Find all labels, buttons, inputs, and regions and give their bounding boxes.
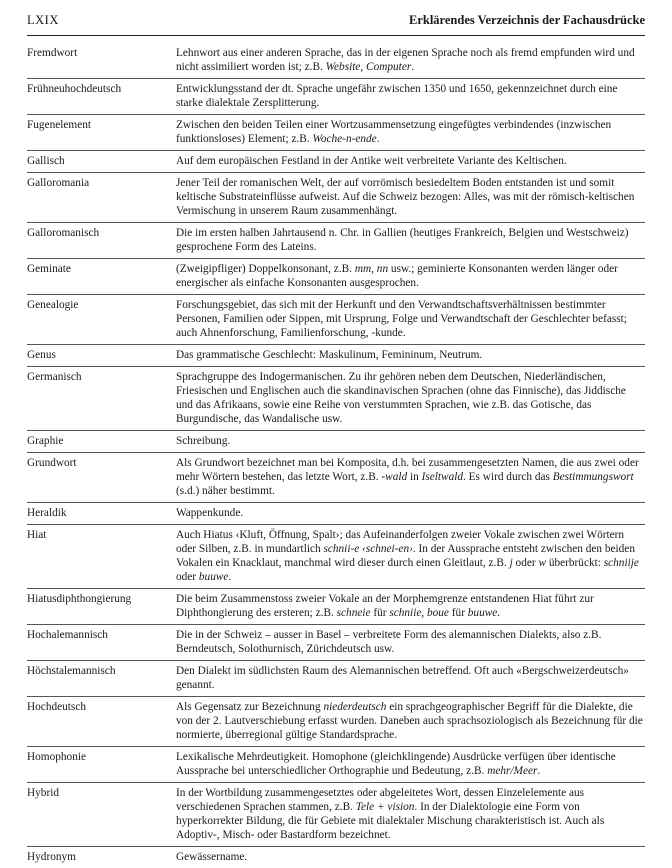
- definition-example: mehr/Meer: [487, 765, 538, 777]
- glossary-term: Frühneuhochdeutsch: [27, 83, 122, 95]
- glossary-entry: [27, 79, 645, 115]
- definition-example: niederdeutsch: [323, 701, 387, 713]
- glossary-entry: [27, 453, 645, 503]
- definition-text: .: [537, 765, 541, 777]
- definition-text: für: [448, 607, 468, 619]
- page-number: LXIX: [27, 13, 59, 27]
- glossary-term: Fugenelement: [27, 119, 91, 131]
- definition-example: Woche-n-ende: [312, 133, 377, 145]
- glossary-term: Hybrid: [27, 787, 60, 799]
- definition-text: In der Wortbildung zusammengesetztes oder abgeleitetes Wort, dessen Einzelelemente aus verschiedenen Sprachen stammen, z.B.: [176, 787, 585, 813]
- glossary-entry: [27, 259, 645, 295]
- definition-example: w: [538, 557, 546, 569]
- glossary-entry: [27, 115, 645, 151]
- glossary-entry: [27, 503, 645, 525]
- glossary-definition: [176, 226, 645, 254]
- glossary-definition: [176, 628, 645, 656]
- glossary-definition: [176, 370, 645, 426]
- glossary-entry: [27, 345, 645, 367]
- definition-text: (s.d.) näher bestimmt.: [176, 485, 275, 497]
- definition-text: Als Gegensatz zur Bezeichnung: [176, 701, 324, 713]
- definition-text: Lexikalische Mehrdeutigkeit. Homophone (gleichklingende) Ausdrücke verfügen über identische Aussprache bei unterschiedlicher Orthographie und Bedeutung, z.B.: [176, 751, 616, 777]
- definition-example: Website, Computer: [325, 61, 412, 73]
- glossary-term: Genealogie: [27, 299, 79, 311]
- definition-text: Entwicklungsstand der dt. Sprache ungefähr zwischen 1350 und 1650, gekennzeichnet durch eine starke dialektale Zersplitterung.: [176, 83, 618, 109]
- glossary-definition: [176, 750, 645, 778]
- glossary-term: Homophonie: [27, 751, 86, 763]
- definition-text: in: [407, 471, 422, 483]
- glossary-definition: [176, 298, 645, 340]
- glossary-term: Fremdwort: [27, 47, 78, 59]
- glossary-entry: [27, 847, 645, 868]
- definition-text: Die im ersten halben Jahrtausend n. Chr. in Gallien (heutiges Frankreich, Belgien und Westschweiz) gesprochene Form des Lateins.: [176, 227, 629, 253]
- glossary-entry: [27, 367, 645, 431]
- glossary-term: Heraldik: [27, 507, 67, 519]
- definition-example: Iseltwald: [421, 471, 463, 483]
- glossary-term: Hiatusdiphthongierung: [27, 593, 132, 605]
- definition-example: schnii-e ‹schnei-en›: [323, 543, 413, 555]
- glossary-definition: [176, 118, 645, 146]
- glossary-entry: [27, 697, 645, 747]
- definition-text: (Zweigipfliger) Doppelkonsonant, z.B.: [176, 263, 355, 275]
- glossary-entry: [27, 223, 645, 259]
- glossary-definition: [176, 176, 645, 218]
- glossary-definition: [176, 850, 645, 864]
- definition-example: schniije: [603, 557, 639, 569]
- definition-example: buuwe: [467, 607, 498, 619]
- glossary-definition: [176, 262, 645, 290]
- definition-text: .: [228, 571, 232, 583]
- definition-text: . In der Dialektologie eine Form von hyperkorrekter Bildung, die für Gebiete mit dialektaler Mischung charakteristisch ist. Auch als Adoptiv-, Misch- oder Bastardform bezeichnet.: [176, 801, 605, 841]
- definition-example: schniie, boue: [389, 607, 449, 619]
- glossary-entry: [27, 431, 645, 453]
- definition-example: Bestimmungswort: [552, 471, 634, 483]
- glossary-definition: [176, 700, 645, 742]
- definition-text: .: [376, 133, 380, 145]
- header-rule: [27, 35, 645, 36]
- glossary-term: Hydronym: [27, 851, 76, 863]
- definition-text: . In der Aussprache entsteht zwischen den beiden Vokalen ein Knacklaut, manchmal wird dieser durch einen Gleitlaut, z.B.: [176, 543, 635, 569]
- glossary-term: Höchstalemannisch: [27, 665, 116, 677]
- definition-text: .: [411, 61, 415, 73]
- glossary-term: Galloromania: [27, 177, 90, 189]
- page-header: [27, 8, 645, 28]
- glossary-definition: [176, 592, 645, 620]
- definition-example: buuwe: [198, 571, 229, 583]
- definition-text: Jener Teil der romanischen Welt, der auf vorrömisch besiedeltem Boden entstanden ist und somit keltische Substrateinflüsse aufweist. Auf die Schweiz bezogen: Alles, was mit der römisch-keltischen Vermischung in unserem Raum zusammenhängt.: [176, 177, 635, 217]
- definition-text: Lehnwort aus einer anderen Sprache, das in der eigenen Sprache noch als fremd empfunden wird und nicht assimiliert worden ist; z.B.: [176, 47, 635, 73]
- definition-example: -wald: [381, 471, 408, 483]
- definition-example: schneie: [336, 607, 371, 619]
- glossary-definition: [176, 82, 645, 110]
- definition-text: überbrückt:: [546, 557, 604, 569]
- glossary-term: Hochalemannisch: [27, 629, 108, 641]
- definition-text: . Es wird durch das: [463, 471, 553, 483]
- definition-example: mm, nn: [354, 263, 389, 275]
- glossary-definition: [176, 528, 645, 584]
- glossary-entry: [27, 43, 645, 79]
- definition-text: .: [497, 607, 501, 619]
- glossary-entry: [27, 747, 645, 783]
- definition-text: oder: [176, 571, 199, 583]
- glossary-entry: [27, 625, 645, 661]
- definition-text: Das grammatische Geschlecht: Maskulinum, Femininum, Neutrum.: [176, 349, 483, 361]
- definition-text: Sprachgruppe des Indogermanischen. Zu ihr gehören neben dem Deutschen, Niederländischen, Friesischen und Englischen auch die skandinavischen Sprachen (ohne das Finnische), das Jiddische und das Afrikaans, sowie eine Reihe von verstummten Sprachen, wie z.B. das Gotische, das Burgundische, das Wandalische usw.: [176, 371, 626, 425]
- definition-example: Tele + vision: [355, 801, 415, 813]
- definition-text: Als Grundwort bezeichnet man bei Komposita, d.h. bei zusammengesetzten Namen, die aus zwei oder mehr Wörtern bestehen, das letzte Wort, z.B.: [176, 457, 639, 483]
- definition-text: Gewässername.: [176, 851, 248, 863]
- glossary-definition: [176, 46, 645, 74]
- glossary-entry: [27, 525, 645, 589]
- glossary-term: Galloromanisch: [27, 227, 100, 239]
- glossary-term: Genus: [27, 349, 56, 361]
- glossary-term: Germanisch: [27, 371, 82, 383]
- definition-text: Den Dialekt im südlichsten Raum des Alemannischen betreffend. Oft auch «Bergschweizerdeutsch» genannt.: [176, 665, 629, 691]
- glossary-definition: [176, 434, 645, 448]
- glossary-entry: [27, 661, 645, 697]
- glossary-term: Gallisch: [27, 155, 65, 167]
- definition-text: für: [370, 607, 390, 619]
- definition-text: Auf dem europäischen Festland in der Antike weit verbreitete Variante des Keltischen.: [176, 155, 567, 167]
- glossary-term: Graphie: [27, 435, 64, 447]
- glossary-entry: [27, 783, 645, 847]
- definition-text: Forschungsgebiet, das sich mit der Herkunft und den Verwandtschaftsverhältnissen bestimmter Personen, Familien oder Sippen, mit Ursprung, Folge und Verwandtschaft der Geschlechter befasst; auch Ahnenforschung, Familienforschung, -kunde.: [176, 299, 627, 339]
- definition-example: j: [509, 557, 513, 569]
- glossary-list: [27, 43, 645, 868]
- definition-text: usw.; geminierte Konsonanten werden länger oder energischer als einfache Konsonanten ausgesprochen.: [176, 263, 618, 289]
- glossary-entry: [27, 173, 645, 223]
- definition-text: Zwischen den beiden Teilen einer Wortzusammensetzung eingefügtes verbindendes (inzwischen funktionsloses) Element; z.B.: [176, 119, 612, 145]
- glossary-definition: [176, 456, 645, 498]
- definition-text: Wappenkunde.: [176, 507, 244, 519]
- definition-text: Die beim Zusammenstoss zweier Vokale an der Morphemgrenze entstandenen Hiat führt zur Diphthongierung des ersteren; z.B.: [176, 593, 594, 619]
- definition-text: Die in der Schweiz – ausser in Basel – verbreitete Form des alemannischen Dialekts, also z.B. Berndeutsch, Solothurnisch, Zürichdeutsch usw.: [176, 629, 602, 655]
- glossary-term: Hiat: [27, 529, 47, 541]
- glossary-definition: [176, 154, 645, 168]
- glossary-term: Hochdeutsch: [27, 701, 86, 713]
- glossary-definition: [176, 786, 645, 842]
- running-title: Erklärendes Verzeichnis der Fachausdrücke: [408, 13, 645, 27]
- definition-text: oder: [512, 557, 539, 569]
- glossary-term: Grundwort: [27, 457, 77, 469]
- glossary-entry: [27, 151, 645, 173]
- glossary-definition: [176, 348, 645, 362]
- glossary-entry: [27, 295, 645, 345]
- glossary-entry: [27, 589, 645, 625]
- definition-text: ein sprachgeographischer Begriff für die Dialekte, die von der 2. Lautverschiebung erfasst wurden. Daneben auch sprachsoziologisch als Bezeichnung für die normierte, überregional gültige Standardsprache.: [176, 701, 643, 741]
- definition-text: Schreibung.: [176, 435, 231, 447]
- definition-text: Auch Hiatus ‹Kluft, Öffnung, Spalt›; das Aufeinanderfolgen zweier Vokale zwischen zwei Wörtern oder Silben, z.B. in mundartlich: [176, 529, 625, 555]
- glossary-term: Geminate: [27, 263, 71, 275]
- glossary-definition: [176, 506, 645, 520]
- glossary-definition: [176, 664, 645, 692]
